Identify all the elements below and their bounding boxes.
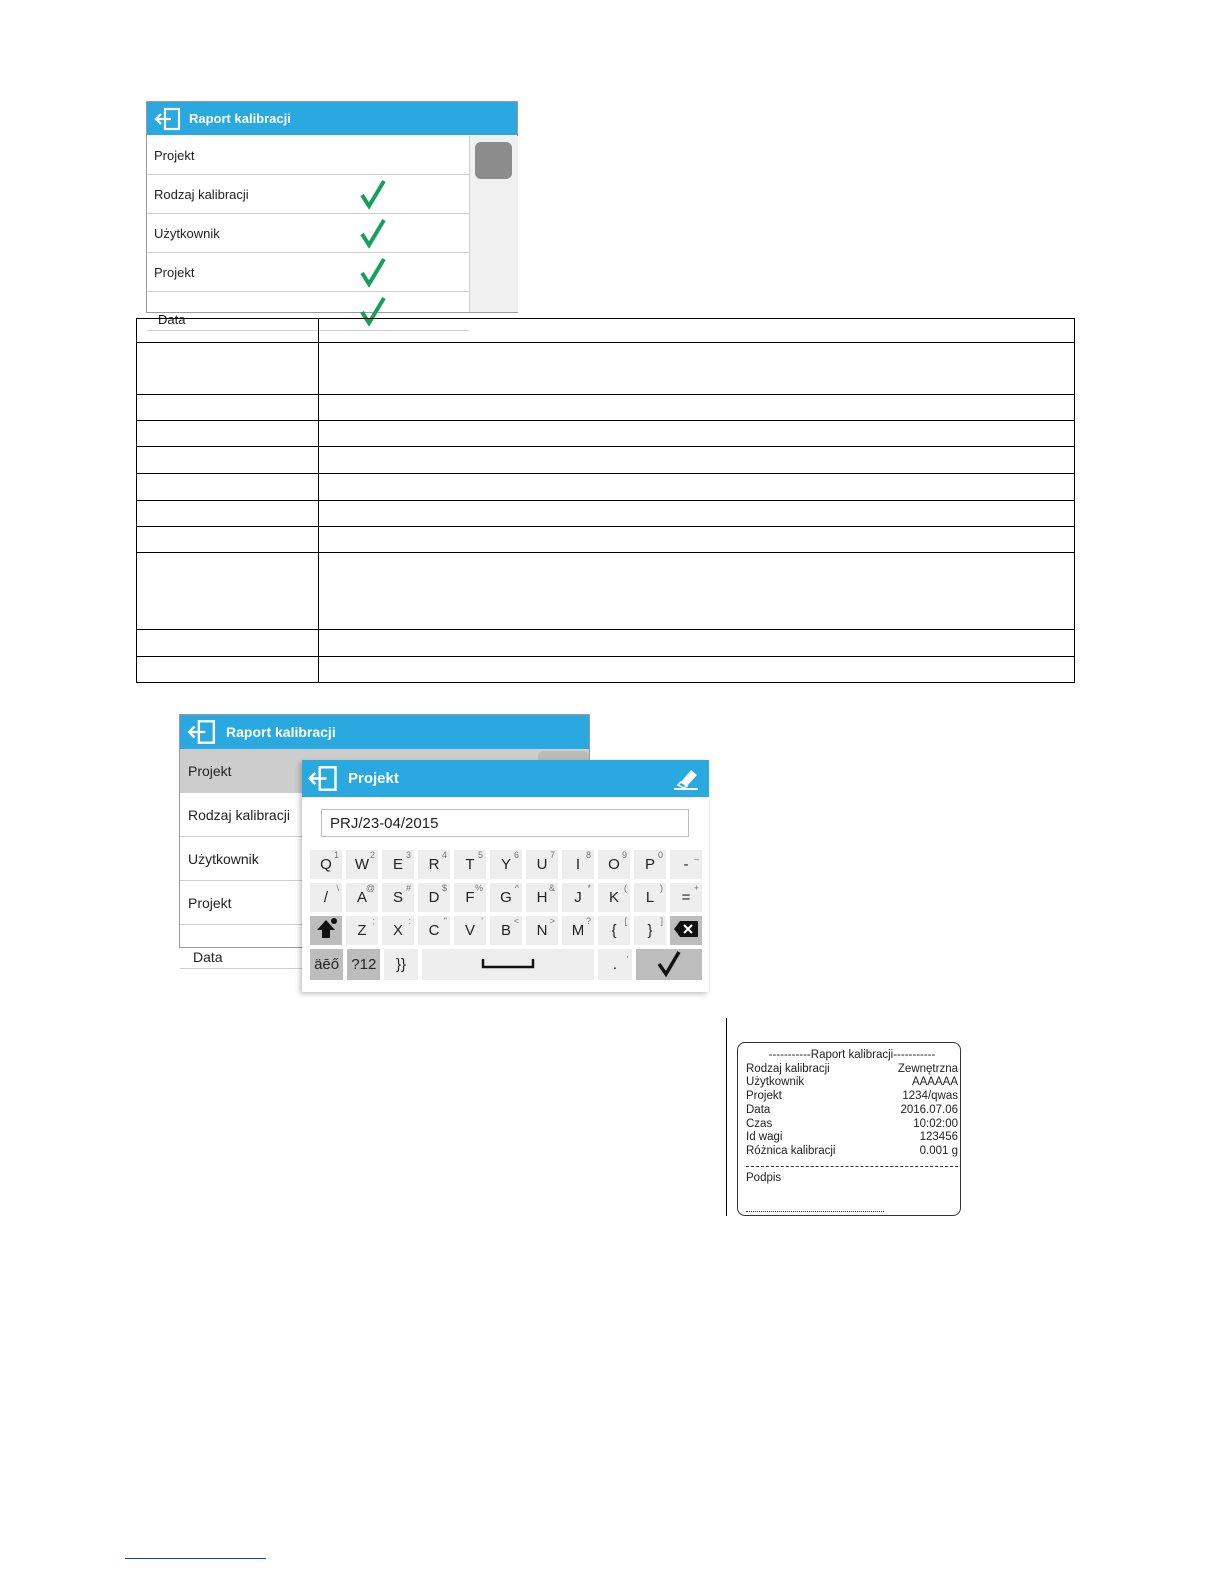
printout-row: Rodzaj kalibracji Zewnętrzna <box>746 1062 958 1075</box>
key-m[interactable]: M ? <box>562 916 594 945</box>
list-item-user[interactable] <box>147 214 469 253</box>
back-icon[interactable] <box>306 765 338 792</box>
key-w[interactable]: W 2 <box>346 850 378 879</box>
key-e[interactable]: E 3 <box>382 850 414 879</box>
item-label: Projekt <box>188 762 232 779</box>
key-n[interactable]: N > <box>526 916 558 945</box>
screen-title: Raport kalibracji <box>189 111 291 126</box>
screen-header <box>180 715 589 749</box>
checkmark-icon <box>656 950 682 980</box>
key-slash[interactable]: / \ <box>310 883 342 912</box>
key-i[interactable]: I 8 <box>562 850 594 879</box>
backspace-key[interactable] <box>670 916 702 945</box>
item-label: Rodzaj kalibracji <box>154 186 249 202</box>
printout-row: Czas 10:02:00 <box>746 1117 958 1130</box>
key-right-brace[interactable]: } ] <box>634 916 666 945</box>
key-u[interactable]: U 7 <box>526 850 558 879</box>
key-row-2 <box>310 883 702 912</box>
key-k[interactable]: K ( <box>598 883 630 912</box>
item-label: Projekt <box>154 147 195 163</box>
key-a[interactable]: A @ <box>346 883 378 912</box>
item-label: Użytkownik <box>188 850 259 867</box>
key-v[interactable]: V ' <box>454 916 486 945</box>
scrollbar[interactable] <box>469 136 518 312</box>
language-key[interactable]: äēő <box>310 949 343 980</box>
printout-row: Użytkownik AAAAAA <box>746 1076 958 1089</box>
table-row <box>137 527 1075 553</box>
item-label: Projekt <box>188 894 232 911</box>
key-left-brace[interactable]: { [ <box>598 916 630 945</box>
parameter-table <box>136 318 1075 683</box>
key-c[interactable]: C " <box>418 916 450 945</box>
key-y[interactable]: Y 6 <box>490 850 522 879</box>
checkmark-icon[interactable] <box>359 257 387 290</box>
table-row <box>137 501 1075 527</box>
separator <box>746 1166 958 1167</box>
item-label: Data <box>193 948 223 965</box>
key-p[interactable]: P 0 <box>634 850 666 879</box>
key-l[interactable]: L ) <box>634 883 666 912</box>
table-row <box>137 319 1075 343</box>
back-icon[interactable] <box>186 719 216 745</box>
table-row <box>137 447 1075 474</box>
printout-row: Data 2016.07.06 <box>746 1103 958 1116</box>
keyboard <box>310 850 702 984</box>
brace-key[interactable]: }} <box>384 949 417 980</box>
key-s[interactable]: S # <box>382 883 414 912</box>
checkmark-icon[interactable] <box>359 218 387 251</box>
confirm-button[interactable] <box>636 949 702 980</box>
key-equals[interactable]: = + <box>670 883 702 912</box>
key-f[interactable]: F % <box>454 883 486 912</box>
calibration-printout <box>737 1042 961 1216</box>
table-row <box>137 343 1075 395</box>
signature-label: Podpis <box>746 1171 782 1184</box>
checkmark-icon[interactable] <box>359 179 387 212</box>
item-label: Projekt <box>154 264 195 280</box>
printout-row: Id wagi 123456 <box>746 1131 958 1144</box>
key-r[interactable]: R 4 <box>418 850 450 879</box>
key-o[interactable]: O 9 <box>598 850 630 879</box>
list-item-project-print[interactable] <box>147 253 469 292</box>
item-label: Użytkownik <box>154 225 220 241</box>
dialog-header <box>302 760 709 797</box>
back-icon[interactable] <box>153 107 181 131</box>
key-row-4 <box>310 949 702 980</box>
list-item-project[interactable] <box>147 136 469 175</box>
project-keyboard-dialog <box>302 760 709 992</box>
key-row-1 <box>310 850 702 879</box>
table-row <box>137 395 1075 421</box>
footnote-separator <box>125 1558 266 1559</box>
key-b[interactable]: B < <box>490 916 522 945</box>
printout-row: Różnica kalibracji 0.001 g <box>746 1144 958 1157</box>
eraser-icon[interactable] <box>673 766 699 794</box>
printout-row: Projekt 1234/qwas <box>746 1090 958 1103</box>
key-j[interactable]: J * <box>562 883 594 912</box>
shift-icon <box>315 918 337 944</box>
space-icon <box>482 956 534 973</box>
item-label: Data <box>158 311 186 327</box>
key-row-3 <box>310 916 702 945</box>
printout-title: -----------Raport kalibracji----------- <box>768 1049 936 1061</box>
key-t[interactable]: T 5 <box>454 850 486 879</box>
margin-line <box>726 1018 727 1216</box>
backspace-icon <box>673 920 699 942</box>
screen-header <box>147 102 517 135</box>
numeric-key[interactable]: ?12 <box>347 949 380 980</box>
item-label: Rodzaj kalibracji <box>188 806 290 823</box>
scrollbar-thumb[interactable] <box>475 142 512 179</box>
key-d[interactable]: D $ <box>418 883 450 912</box>
table-row <box>137 657 1075 683</box>
dot-key[interactable]: . , <box>598 949 631 980</box>
calibration-report-screen <box>146 101 518 327</box>
space-key[interactable] <box>422 949 595 980</box>
table-row <box>137 421 1075 447</box>
signature-line <box>746 1211 884 1212</box>
key-g[interactable]: G ^ <box>490 883 522 912</box>
dialog-title: Projekt <box>348 770 399 787</box>
table-row <box>137 553 1075 630</box>
key-q[interactable]: Q 1 <box>310 850 342 879</box>
screen-title: Raport kalibracji <box>226 724 336 740</box>
table-row <box>137 630 1075 657</box>
key-z[interactable]: Z ; <box>346 916 378 945</box>
key-h[interactable]: H & <box>526 883 558 912</box>
list-item-calibration-type[interactable] <box>147 175 469 214</box>
project-input[interactable]: PRJ/23-04/2015 <box>321 809 689 837</box>
shift-key[interactable] <box>310 916 342 945</box>
key-minus[interactable]: - _ <box>670 850 702 879</box>
key-x[interactable]: X : <box>382 916 414 945</box>
table-row <box>137 474 1075 501</box>
